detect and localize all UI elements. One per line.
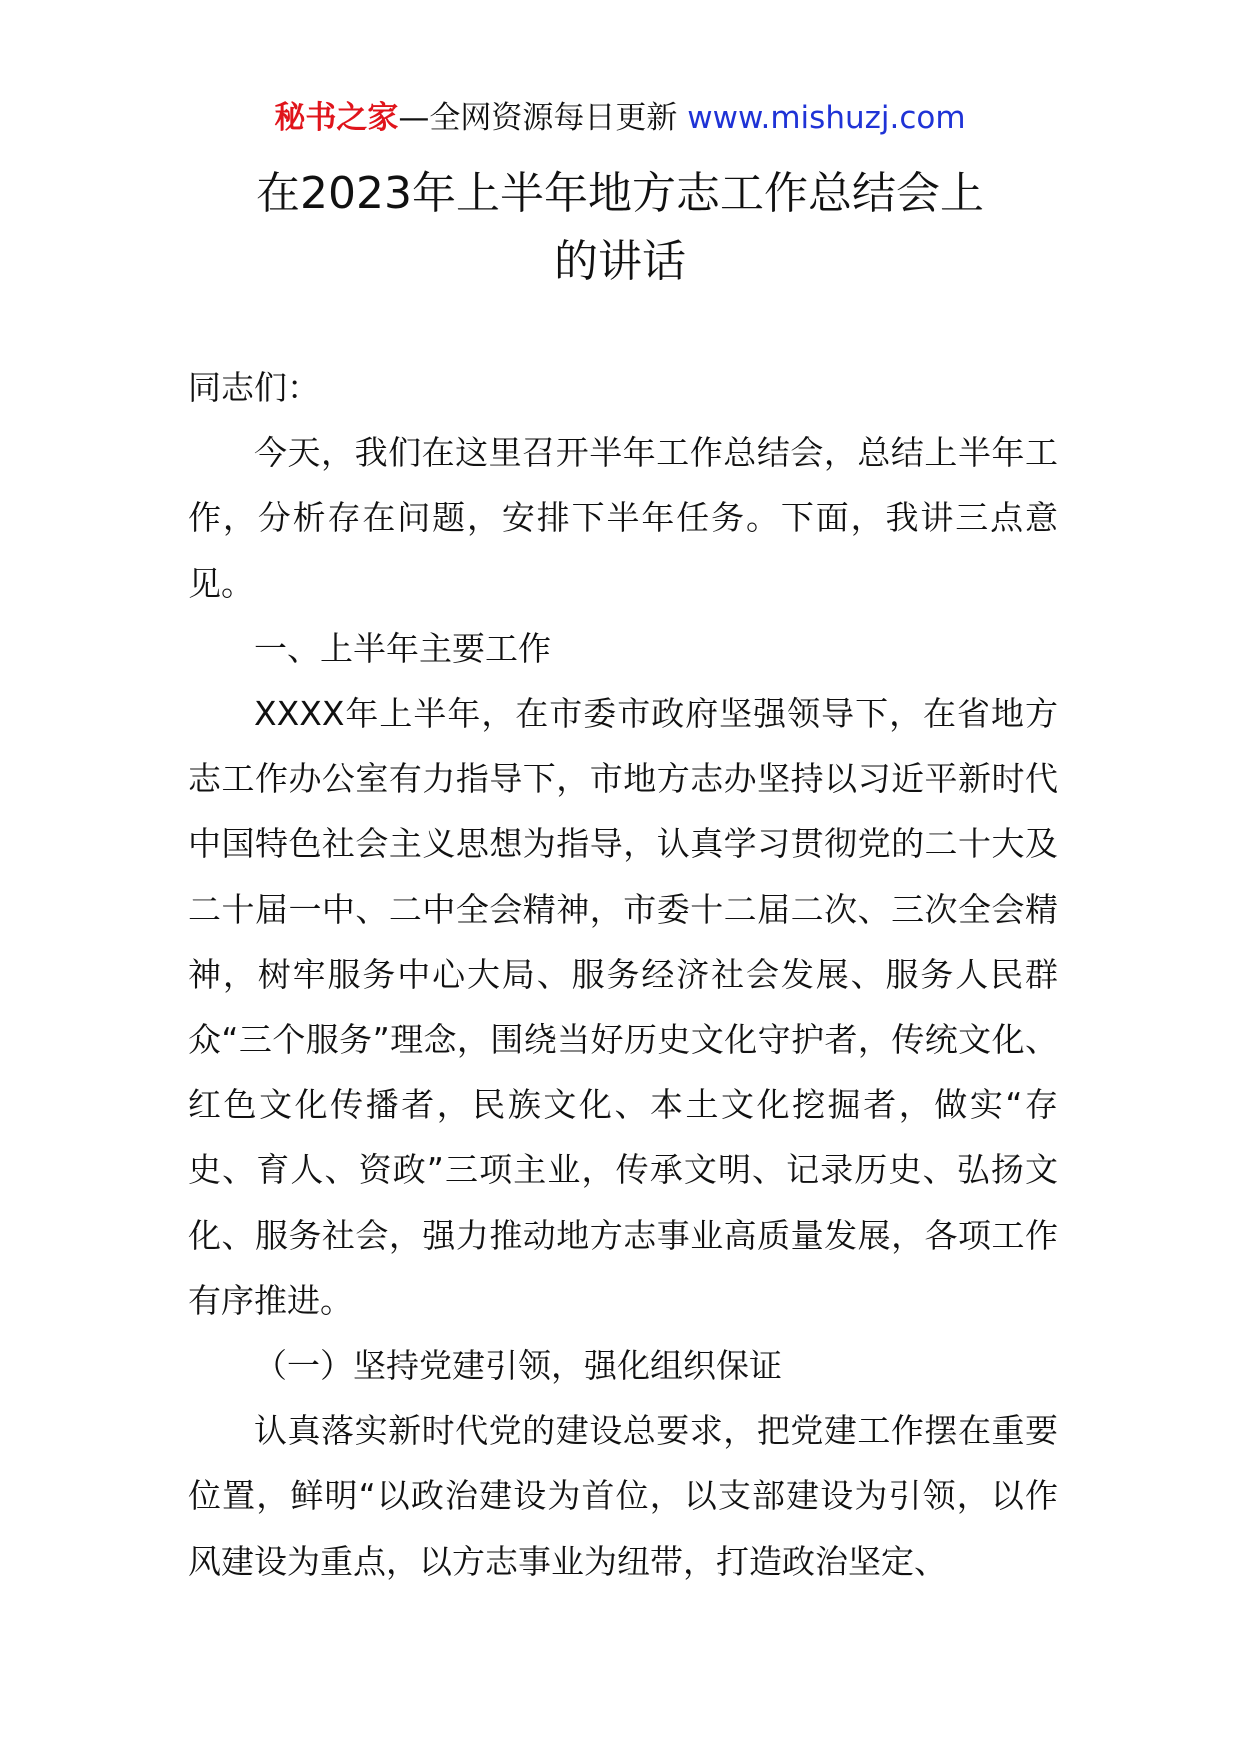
subsection-heading-1: （一）坚持党建引领，强化组织保证: [254, 1346, 782, 1386]
site-url[interactable]: www.mishuzj.com: [687, 100, 966, 136]
paragraph-intro: 今天，我们在这里召开半年工作总结会，总结上半年工作，分析存在问题，安排下半年任务。下面，我讲三点意见。: [188, 433, 1058, 603]
banner-tagline: —全网资源每日更新: [398, 100, 678, 136]
salutation: 同志们：: [188, 368, 320, 407]
document-title-line-2: 的讲话: [554, 236, 686, 287]
document-title-line-1: 在2023年上半年地方志工作总结会上: [256, 168, 984, 219]
site-banner: [0, 98, 1240, 138]
paragraph-summary: XXXX年上半年，在市委市政府坚强领导下，在省地方志工作办公室有力指导下，市地方志办坚持以习近平新时代中国特色社会主义思想为指导，认真学习贯彻党的二十大及二十届一中、二中全会精神，市委十二届二次、三次全会精神，树牢服务中心大局、服务经济社会发展、服务人民群众“三个服务”理念，围绕当好历史文化守护者，传统文化、红色文化传播者，民族文化、本土文化挖掘者，做实“存史、育人、资政”三项主业，传承文明、记录历史、弘扬文化、服务社会，强力推动地方志事业高质量发展，各项工作有序推进。: [188, 694, 1058, 1320]
brand-name: 秘书之家: [274, 100, 399, 136]
document-body: [188, 355, 1058, 1594]
section-heading-1: 一、上半年主要工作: [254, 628, 551, 668]
paragraph-party-building: 认真落实新时代党的建设总要求，把党建工作摆在重要位置，鲜明“以政治建设为首位，以支部建设为引领，以作风建设为重点，以方志事业为纽带，打造政治坚定、: [188, 1411, 1058, 1581]
